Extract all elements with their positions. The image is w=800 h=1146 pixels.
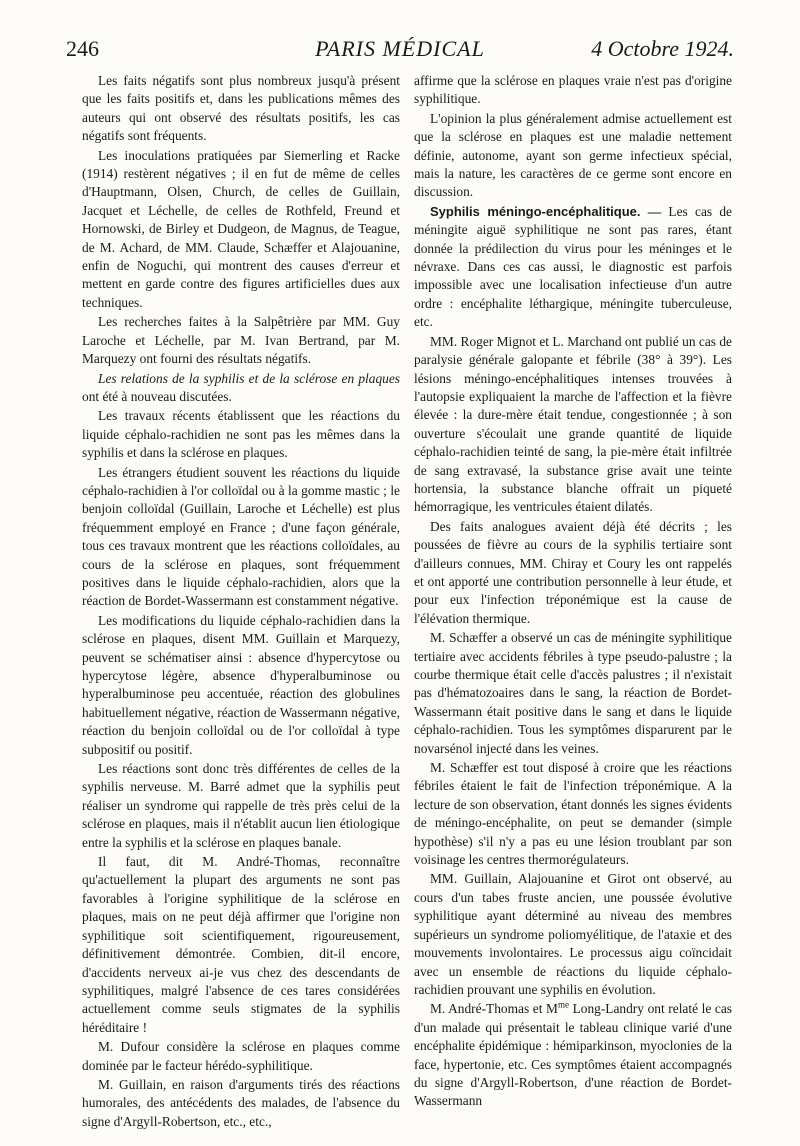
- page-header: [66, 36, 734, 66]
- paragraph: Les recherches faites à la Salpêtrière par MM. Guy Laroche et Léchelle, par M. Ivan Bertrand, par M. Marquezy ont fourni des résultats négatifs.: [82, 314, 400, 367]
- paragraph-text: M. André-Thomas et M: [430, 1001, 558, 1017]
- paragraph: Les inoculations pratiquées par Siemerling et Racke (1914) restèrent négatives ; il en fut de même de celles d'Hauptmann, Olsen, Church, de celles de Guillain, Jacquet et Léchelle, de celles de Rothfeld, Freund et Hornowski, de Birley et Dudgeon, de Magnus, de Teague, de M. Achard, de MM. Claude, Schæffer et Alajouanine, enfin de Noguchi, qui montrent des causes d'erreur et mettent en garde contre des figures artificielles dues aux techniques.: [82, 147, 400, 310]
- paragraph-text: ont été à nouveau discutées.: [82, 388, 232, 404]
- paragraph: Les réactions sont donc très différentes de celles de la syphilis nerveuse. M. Barré admet que la syphilis peut réaliser un syndrome qui rappelle de très près celui de la sclérose en plaques, mais il n'établit aucun lien étiologique entre la syphilis et la sclérose en plaques banale.: [82, 761, 400, 850]
- superscript: me: [557, 999, 569, 1010]
- italic-lead: Les relations de la syphilis et de la sclérose en plaques: [98, 370, 400, 386]
- paragraph: L'opinion la plus généralement admise actuellement est que la sclérose en plaques est une maladie nettement définie, autonome, ayant son germe infectieux spécial, mais la nature, les caractères de ce germe sont encore en discussion.: [414, 110, 732, 200]
- section-heading: Syphilis méningo-encéphalitique.: [430, 203, 641, 219]
- right-column: [414, 72, 732, 1111]
- paragraph: [414, 1000, 732, 1110]
- paragraph: MM. Guillain, Alajouanine et Girot ont observé, au cours d'un tabes fruste ancien, une poussée évolutive syphilitique ayant déterminé au niveau des membres supérieurs un syndrome poliomyélitique, de l'ataxie et des mouvements involontaires. Le processus aigu coïncidait avec un ensemble de réactions du liquide céphalo-rachidien prouvant une syphilis en évolution.: [414, 871, 732, 997]
- paragraph: Les travaux récents établissent que les réactions du liquide céphalo-rachidien ne sont pas les mêmes dans la syphilis et dans la sclérose en plaques.: [82, 408, 400, 461]
- issue-date: 4 Octobre 1924.: [591, 36, 734, 61]
- paragraph: M. Schæffer a observé un cas de méningite syphilitique tertiaire avec accidents fébriles à type pseudo-palustre ; la courbe thermique était celle d'accès palustres ; il n'existait pas d'hématozoaires dans le sang, la réaction de Bordet-Wassermann était positive dans le sang et dans le liquide céphalo-rachidien. Tous les symptômes disparurent par le novarsénol injecté dans les veines.: [414, 630, 732, 756]
- paragraph: [414, 203, 732, 332]
- paragraph: M. Schæffer est tout disposé à croire que les réactions fébriles étaient le fait de l'infection tréponémique. A la lecture de son observation, étant donnés les signes évidents de méningo-encéphalite, on peut se demander (simple hypothèse) s'il n'y a pas eu une lésion troublant par son voisinage les centres thermorégulateurs.: [414, 760, 732, 868]
- paragraph: Les modifications du liquide céphalo-rachidien dans la sclérose en plaques, disent MM. Guillain et Marquezy, peuvent se schématiser ainsi : absence d'hypercytose ou hypercytose légère, absence d'hyperalbuminose ou hyperalbuminose peu accentuée, réaction des globulines habituellement négative, réaction de Wassermann négative, réaction du benjoin colloïdal ou de l'or colloïdal à type subpositif ou positif.: [82, 612, 400, 757]
- paragraph: M. Guillain, en raison d'arguments tirés des réactions humorales, des antécédents des malades, de l'absence du signe d'Argyll-Robertson, etc., etc.,: [82, 1076, 400, 1129]
- paragraph-text: Les cas de méningite aiguë syphilitique ne sont pas rares, étant donnée la prédilection du virus pour les méninges et le névraxe. Dans ces cas aussi, le diagnostic est parfois impossible avec une localisation infectieuse d'un autre ordre : encéphalite léthargique, méningite tuberculeuse, etc.: [414, 203, 732, 330]
- page-number: 246: [66, 36, 99, 61]
- paragraph: Les faits négatifs sont plus nombreux jusqu'à présent que les faits positifs et, dans les publications mêmes des auteurs qui ont observé des résultats positifs, les cas négatifs sont fréquents.: [82, 73, 400, 144]
- paragraph: Il faut, dit M. André-Thomas, reconnaître qu'actuellement la plupart des arguments ne sont pas favorables à l'origine syphilitique de la sclérose en plaques, mais on ne peut déjà affirmer que l'origine non syphilitique soit scientifiquement, rigoureusement, définitivement démontrée. Combien, dit-il encore, d'accidents nerveux ai-je vus chez des descendants de syphilitiques, malgré l'absence de ces tares considérées actuellement comme seuls stigmates de la syphilis héréditaire !: [82, 854, 400, 1035]
- paragraph: MM. Roger Mignot et L. Marchand ont publié un cas de paralysie générale galopante et fébrile (38° à 39°). Les lésions méningo-encéphalitiques intenses trouvées à l'autopsie expliquaient la marche de l'affection et la fièvre élevée : la dure-mère était tendue, congestionnée ; à son ouverture s'écoulait une grande quantité de liquide céphalo-rachidien teinté de sang, la pie-mère était infiltrée de sang extravasé, la substance grise avait une teinte hortensia, la substance blanche offrait un piqueté hémorragique, les ventricules étaient dilatés.: [414, 333, 732, 515]
- paragraph: [82, 370, 400, 407]
- paragraph: M. Dufour considère la sclérose en plaques comme dominée par le facteur hérédo-syphilitique.: [82, 1039, 400, 1073]
- paragraph: Des faits analogues avaient déjà été décrits ; les poussées de fièvre au cours de la syphilis tertiaire sont d'ailleurs connues, MM. Chiray et Coury les ont rappelés et ont apporté une contribution personnelle à leur étude, et pour eux l'infection tréponémique est la cause de l'élévation thermique.: [414, 518, 732, 626]
- paragraph: Les étrangers étudient souvent les réactions du liquide céphalo-rachidien à l'or colloïdal ou à la gomme mastic ; le benjoin colloïdal (Guillain, Laroche et Léchelle) est plus fréquemment employé en France ; d'une façon générale, tous ces travaux montrent que les réactions colloïdales, au cours de la sclérose en plaques, sont fréquemment positives dans le liquide céphalo-rachidien, alors que la réaction de Bordet-Wassermann est constamment négative.: [82, 464, 400, 609]
- paragraph-text: Long-Landry ont relaté le cas d'un malade qui présentait le tableau clinique varié d'une encéphalite épidémique : hémiparkinson, myoclonies de la face, hypertonie, etc. Ces symptômes étaient accompagnés du signe d'Argyll-Robertson, d'une réaction de Bordet-Wassermann: [414, 1001, 732, 1109]
- journal-title: PARIS MÉDICAL: [315, 36, 485, 61]
- heading-dash: —: [640, 203, 669, 219]
- paragraph-continued: affirme que la sclérose en plaques vraie n'est pas d'origine syphilitique.: [414, 73, 732, 107]
- left-column: [82, 72, 400, 1131]
